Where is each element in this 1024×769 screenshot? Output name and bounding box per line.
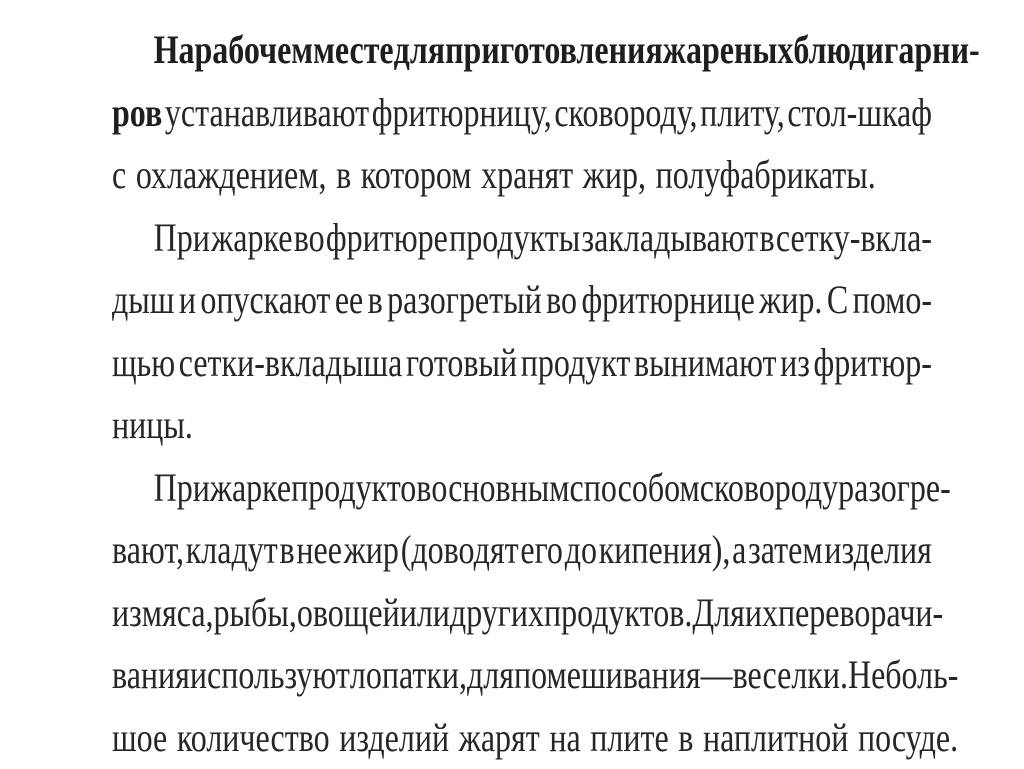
text-word: в — [368, 269, 383, 332]
text-word: вания — [112, 644, 190, 707]
text-word: сковороду, — [554, 82, 697, 145]
text-word: способом — [570, 457, 700, 520]
text-word: При — [154, 207, 210, 270]
text-word: ницы. — [112, 394, 193, 457]
text-word: При — [154, 457, 210, 520]
text-word: сетки-вкладыша — [179, 332, 403, 395]
text-word: жир, — [583, 144, 646, 207]
text-word: вынимают — [634, 332, 777, 395]
text-word: для — [394, 19, 445, 82]
text-word: жир — [344, 519, 399, 582]
text-word: фритюрнице — [581, 269, 754, 332]
text-line — [112, 82, 932, 145]
text-word: приготовления — [445, 19, 663, 82]
text-word: и — [179, 269, 196, 332]
text-word: на — [549, 707, 580, 769]
text-word: из — [780, 332, 810, 395]
text-word: (доводят — [401, 519, 519, 582]
text-word: продуктов. — [544, 582, 692, 645]
text-word: дыш — [112, 269, 174, 332]
text-word: затем — [748, 519, 822, 582]
text-word: для — [467, 644, 514, 707]
text-word: закладывают — [582, 207, 759, 270]
text-word: изделий — [339, 707, 449, 769]
text-word: используют — [190, 644, 350, 707]
text-word: хранят — [481, 144, 573, 207]
text-word: переворачи- — [778, 582, 943, 645]
text-word: Для — [692, 582, 745, 645]
text-word: С — [827, 269, 848, 332]
text-word: жарке — [211, 207, 292, 270]
text-word: рабочем — [195, 19, 314, 82]
text-word: продуктов — [291, 457, 431, 520]
text-word: ров — [112, 82, 162, 145]
text-word: основным — [431, 457, 569, 520]
text-word: овощей — [297, 582, 400, 645]
text-word: устанавливают — [165, 82, 369, 145]
document-text — [112, 19, 932, 769]
text-word: стол-шкаф — [787, 82, 932, 145]
text-word: мяса, — [142, 582, 214, 645]
text-word: котором — [361, 144, 472, 207]
text-line — [112, 582, 932, 645]
text-word: жарят — [459, 707, 540, 769]
text-word: его — [520, 519, 563, 582]
text-word: веселки. — [733, 644, 848, 707]
text-word: На — [154, 19, 195, 82]
text-word: готовый — [406, 332, 517, 395]
text-word: их — [745, 582, 778, 645]
text-word: с — [112, 144, 126, 207]
text-word: фритюр- — [814, 332, 932, 395]
text-word: в — [336, 144, 351, 207]
text-word: в — [760, 207, 775, 270]
text-word: гарни- — [884, 19, 980, 82]
text-word: шое — [112, 707, 167, 769]
text-word: кипения), — [599, 519, 731, 582]
text-word: во — [294, 207, 325, 270]
text-word: фритюре — [326, 207, 448, 270]
text-word: и — [865, 19, 883, 82]
text-line — [112, 457, 932, 520]
text-line — [112, 144, 932, 207]
text-word: фритюрницу, — [372, 82, 552, 145]
text-word: нее — [296, 519, 342, 582]
text-line — [112, 519, 932, 582]
text-word: помо- — [853, 269, 932, 332]
text-word: сковороду — [700, 457, 838, 520]
text-word: продукт — [521, 332, 631, 395]
text-word: жареных — [663, 19, 794, 82]
text-word: вают, — [112, 519, 184, 582]
text-line — [112, 644, 932, 707]
text-word: рыбы, — [214, 582, 297, 645]
text-word: плите — [590, 707, 668, 769]
text-word: щью — [112, 332, 175, 395]
text-word: из — [112, 582, 142, 645]
text-word: или — [400, 582, 450, 645]
text-word: полуфабрикаты. — [656, 144, 876, 207]
text-word: охлаждением, — [136, 144, 327, 207]
text-line — [112, 707, 932, 769]
text-word: — — [701, 644, 733, 707]
text-word: других — [450, 582, 544, 645]
text-word: продукты — [449, 207, 580, 270]
text-word: блюд — [793, 19, 865, 82]
text-line — [112, 207, 932, 270]
text-word: жарке — [210, 457, 291, 520]
text-word: Неболь- — [848, 644, 958, 707]
text-word: во — [546, 269, 577, 332]
text-word: изделия — [824, 519, 931, 582]
text-word: разогре- — [838, 457, 951, 520]
text-word: лопатки, — [350, 644, 467, 707]
text-word: посуде. — [858, 707, 958, 769]
text-line — [112, 332, 932, 395]
text-word: сетку-вкла- — [776, 207, 932, 270]
text-line — [112, 19, 932, 82]
text-word: жир. — [759, 269, 822, 332]
text-word: в — [280, 519, 295, 582]
text-word: наплитной — [703, 707, 848, 769]
text-word: месте — [313, 19, 394, 82]
text-line — [112, 269, 932, 332]
text-word: ее — [335, 269, 363, 332]
text-word: опускают — [200, 269, 330, 332]
text-word: в — [678, 707, 693, 769]
text-word: количество — [177, 707, 330, 769]
text-word: помешивания — [514, 644, 701, 707]
text-word: а — [732, 519, 746, 582]
text-word: до — [565, 519, 597, 582]
text-line — [112, 394, 932, 457]
text-word: разогретый — [387, 269, 542, 332]
text-word: кладут — [186, 519, 278, 582]
text-word: плиту, — [700, 82, 785, 145]
